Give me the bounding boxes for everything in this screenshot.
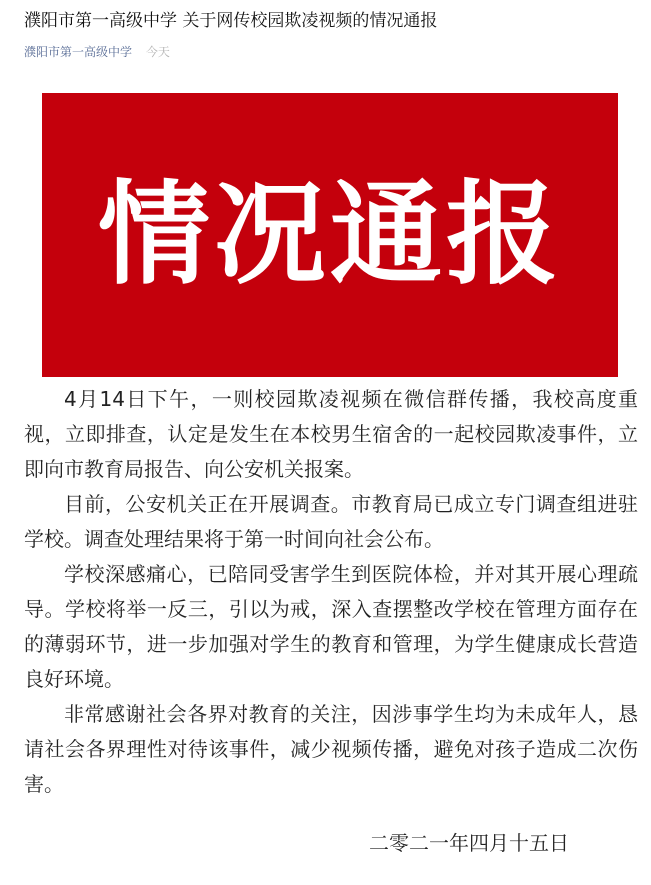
banner-image (42, 93, 618, 377)
article-title: 濮阳市第一高级中学 关于网传校园欺凌视频的情况通报 (24, 11, 438, 31)
signature-date: 二零二一年四月十五日 (369, 831, 569, 855)
paragraph: 非常感谢社会各界对教育的关注，因涉事学生均为未成年人，恳请社会各界理性对待该事件，减少视频传播，避免对孩子造成二次伤害。 (24, 702, 638, 796)
paragraph: 4月14日下午，一则校园欺凌视频在微信群传播，我校高度重视，立即排查，认定是发生在本校男生宿舍的一起校园欺凌事件，立即向市教育局报告、向公安机关报案。 (24, 387, 638, 481)
paragraph: 学校深感痛心，已陪同受害学生到医院体检，并对其开展心理疏导。学校将举一反三，引以为戒，深入查摆整改学校在管理方面存在的薄弱环节，进一步加强对学生的教育和管理，为学生健康成长营造良好环境。 (24, 562, 638, 691)
account-name-link[interactable]: 濮阳市第一高级中学 (24, 45, 133, 59)
article-body (24, 382, 638, 802)
paragraph: 目前，公安机关正在开展调查。市教育局已成立专门调查组进驻学校。调查处理结果将于第一时间向社会公布。 (24, 492, 638, 551)
banner-text: 情况通报 (98, 170, 562, 300)
publish-time: 今天 (145, 45, 170, 59)
article-meta (24, 42, 170, 62)
